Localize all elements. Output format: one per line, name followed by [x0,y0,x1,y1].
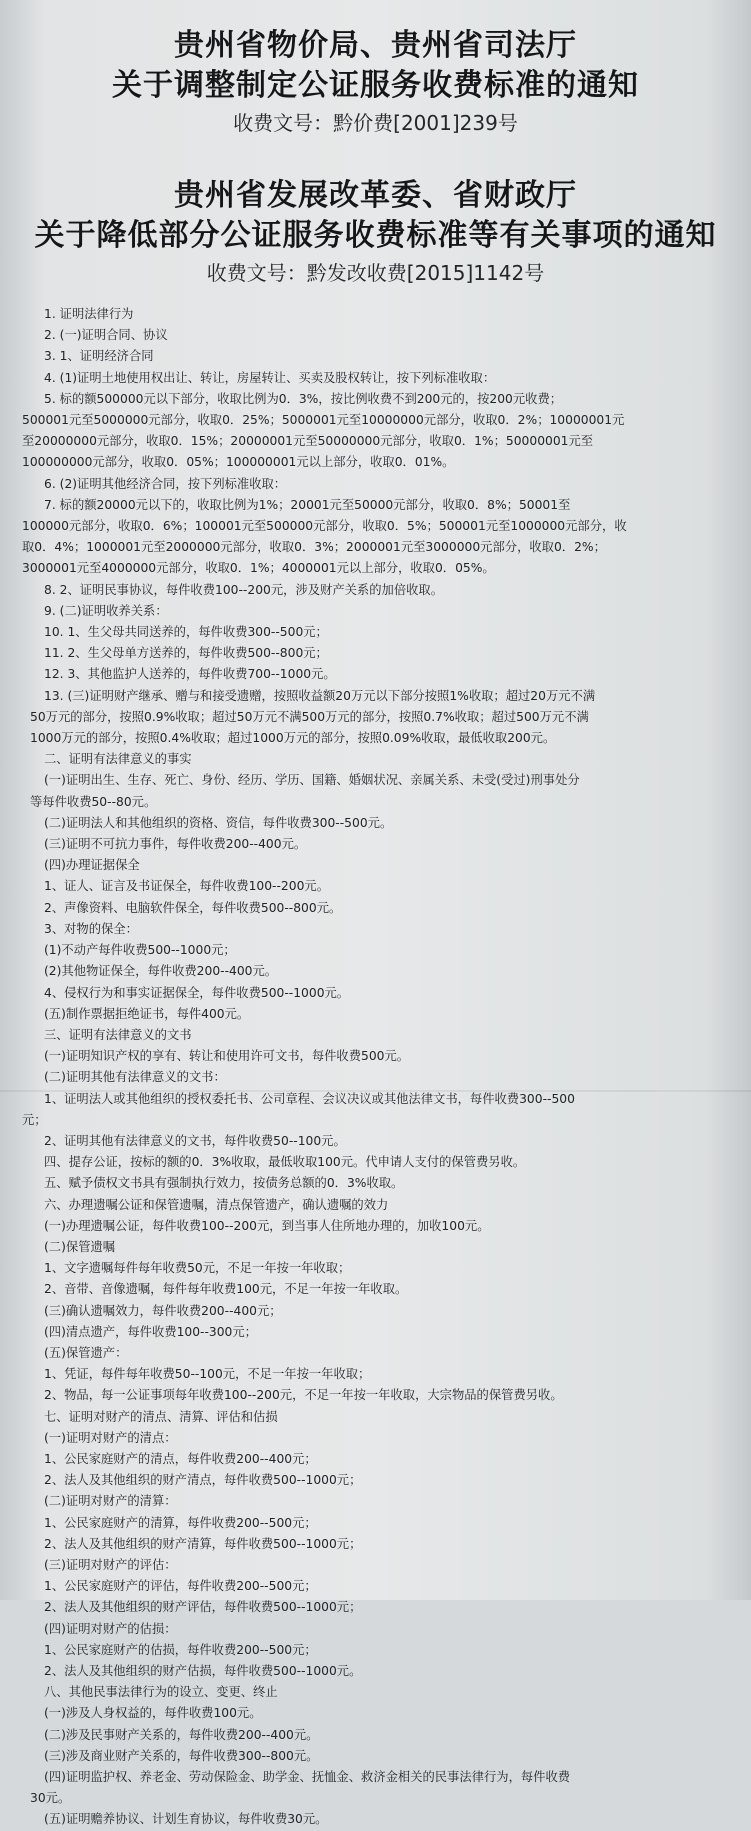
fee-schedule-line: 4. (1)证明土地使用权出让、转让，房屋转让、买卖及股权转让，按下列标准收取： [44,370,496,385]
fee-schedule-line: (一)涉及人身权益的，每件收费100元。 [44,1706,262,1721]
notice2-title-line2: 关于降低部分公证服务收费标准等有关事项的通知 [34,218,717,253]
fee-schedule-line: 2、法人及其他组织的财产评估，每件收费500--1000元； [44,1600,362,1615]
fee-schedule-line: 1、公民家庭财产的清点，每件收费200--400元； [44,1451,317,1466]
fee-schedule-line: 1、公民家庭财产的清算，每件收费200--500元； [44,1515,317,1530]
fee-schedule-line: 500001元至5000000元部分，收取0．25%；5000001元至10000000元部分，收取0．2%；10000001元 [22,413,625,428]
fee-schedule-line: 8. 2、证明民事协议，每件收费100--200元，涉及财产关系的加倍收取。 [44,582,444,597]
fee-schedule-line: (2)其他物证保全，每件收费200--400元。 [44,964,278,979]
fee-schedule-line: (二)证明其他有法律意义的文书： [44,1070,226,1085]
fee-schedule-line: 1、文字遗嘱每件每年收费50元，不足一年按一年收取； [44,1261,351,1276]
fee-schedule-line: 7. 标的额20000元以下的，收取比例为1%；20001元至50000元部分，收取0．8%；50001至 [44,497,571,512]
fee-schedule-line: 50万元的部分，按照0.9%收取；超过50万元不满500万元的部分，按照0.7%收取；超过500万元不满 [30,709,589,724]
fee-schedule-line: 6. (2)证明其他经济合同，按下列标准收取： [44,476,287,491]
fee-schedule-line: (五)制作票据拒绝证书，每件400元。 [44,1006,250,1021]
document-header [0,0,751,288]
fee-schedule-line: 至20000000元部分，收取0．15%；20000001元至50000000元部分，收取0．1%；50000001元至 [22,434,594,449]
fee-schedule-line: 100000000元部分，收取0．05%；100000001元以上部分，收取0．01%。 [22,455,455,470]
fee-schedule-line: 1、凭证，每件每年收费50--100元，不足一年按一年收取； [44,1367,371,1382]
fee-schedule-line: (三)确认遗嘱效力，每件收费200--400元； [44,1303,282,1318]
fee-schedule-line: 2、音带、音像遗嘱，每件每年收费100元，不足一年按一年收取。 [44,1282,408,1297]
fee-schedule-line: (一)证明知识产权的享有、转让和使用许可文书，每件收费500元。 [44,1049,410,1064]
fee-schedule-line: 10. 1、生父母共同送养的，每件收费300--500元； [44,625,328,640]
fee-schedule-line: 1、证明法人或其他组织的授权委托书、公司章程、会议决议或其他法律文书，每件收费300--500 [44,1091,575,1106]
fee-schedule-line: 二、证明有法律意义的事实 [44,752,192,767]
fee-schedule-line: 七、证明对财产的清点、清算、评估和估损 [44,1409,278,1424]
fee-schedule-line: (二)证明对财产的清算： [44,1494,177,1509]
fee-schedule-line: 六、办理遗嘱公证和保管遗嘱，清点保管遗产，确认遗嘱的效力 [44,1197,389,1212]
fee-schedule-line: 2. (一)证明合同、协议 [44,328,168,343]
fee-schedule-line: 100000元部分，收取0．6%；100001元至500000元部分，收取0．5%；500001元至1000000元部分，收 [22,519,627,534]
fee-schedule-line: 八、其他民事法律行为的设立、变更、终止 [44,1685,278,1700]
fee-schedule-line: (四)证明监护权、养老金、劳动保险金、助学金、抚恤金、救济金相关的民事法律行为，每件收费 [44,1770,571,1785]
fee-schedule-line: 2、法人及其他组织的财产清算，每件收费500--1000元； [44,1536,362,1551]
fee-schedule-line: 四、提存公证，按标的额的0．3%收取，最低收取100元。代申请人支付的保管费另收。 [44,1155,526,1170]
fee-schedule-line: 11. 2、生父母单方送养的，每件收费500--800元； [44,646,328,661]
fee-schedule-line: (二)保管遗嘱 [44,1239,116,1254]
fee-schedule-line: 三、证明有法律意义的文书 [44,1027,192,1042]
fee-schedule-line: 3000001元至4000000元部分，收取0．1%；4000001元以上部分，收取0．05%。 [22,561,495,576]
notice2-heading [0,176,751,288]
fee-schedule-body [22,304,734,1831]
fee-schedule-line: (二)证明法人和其他组织的资格、资信，每件收费300--500元。 [44,815,393,830]
fee-schedule-line: (四)证明对财产的估损： [44,1621,177,1636]
fee-schedule-line: 3、对物的保全： [44,921,138,936]
fee-schedule-line: 五、赋予债权文书具有强制执行效力，按债务总额的0．3%收取。 [44,1176,404,1191]
fee-schedule-line: 2、声像资料、电脑软件保全，每件收费500--800元。 [44,900,342,915]
fee-schedule-line: 取0．4%；1000001元至2000000元部分，收取0．3%；2000001元至3000000元部分，收取0．2%； [22,540,606,555]
fee-schedule-line: 元； [22,1112,47,1127]
fee-schedule-line: 2、证明其他有法律意义的文书，每件收费50--100元。 [44,1133,346,1148]
fee-schedule-line: (五)证明赡养协议、计划生育协议，每件收费30元。 [44,1812,328,1827]
fee-schedule-line: 1、证人、证言及书证保全，每件收费100--200元。 [44,879,329,894]
fee-schedule-line: 1000万元的部分，按照0.4%收取；超过1000万元的部分，按照0.09%收取，最低收取200元。 [30,731,556,746]
fee-schedule-line: 2、法人及其他组织的财产清点，每件收费500--1000元； [44,1473,362,1488]
notice2-title-line1: 贵州省发展改革委、省财政厅 [174,178,577,213]
fee-schedule-line: 5. 标的额500000元以下部分，收取比例为0．3%，按比例收费不到200元的，按200元收费； [44,391,563,406]
fee-schedule-line: (二)涉及民事财产关系的，每件收费200--400元。 [44,1727,319,1742]
fee-schedule-line: (三)证明对财产的评估： [44,1557,177,1572]
fee-schedule-line: 1. 证明法律行为 [44,307,134,321]
fee-schedule-line: 13. (三)证明财产继承、赠与和接受遗赠，按照收益额20万元以下部分按照1%收取；超过20万元不满 [44,688,596,703]
fee-schedule-line: (四)清点遗产，每件收费100--300元； [44,1324,257,1339]
fee-schedule-line: (五)保管遗产： [44,1345,128,1360]
fee-schedule-line: (四)办理证据保全 [44,858,140,873]
fee-schedule-line: 30元。 [30,1791,71,1806]
fee-schedule-line: (1)不动产每件收费500--1000元； [44,943,236,958]
fee-schedule-line: 2、法人及其他组织的财产估损，每件收费500--1000元。 [44,1664,362,1678]
fee-schedule-line: (三)证明不可抗力事件，每件收费200--400元。 [44,837,307,852]
notice1-title-line1: 贵州省物价局、贵州省司法厅 [174,28,577,63]
fee-schedule-line: 9. (二)证明收养关系： [44,603,168,618]
notice2-doc-number: 收费文号：黔发改收费[2015]1142号 [206,261,545,285]
fee-schedule-line: 4、侵权行为和事实证据保全，每件收费500--1000元。 [44,985,350,1000]
fee-schedule-line: 等每件收费50--80元。 [30,794,157,809]
fee-schedule-line: 3. 1、证明经济合同 [44,349,154,364]
fee-schedule-line: 1、公民家庭财产的估损，每件收费200--500元； [44,1642,317,1657]
notice1-title-line2: 关于调整制定公证服务收费标准的通知 [112,68,639,103]
fee-schedule-line: (一)证明对财产的清点： [44,1430,177,1445]
fee-schedule-line: (三)涉及商业财产关系的，每件收费300--800元。 [44,1748,319,1763]
fee-schedule-line: 2、物品，每一公证事项每年收费100--200元，不足一年按一年收取，大宗物品的保管费另收。 [44,1388,563,1403]
fee-schedule-line: (一)证明出生、生存、死亡、身份、经历、学历、国籍、婚姻状况、亲属关系、未受(受过)刑事处分 [44,773,580,788]
notice1-doc-number: 收费文号：黔价费[2001]239号 [233,111,518,135]
fee-schedule-line: 1、公民家庭财产的评估，每件收费200--500元； [44,1579,317,1594]
fee-schedule-line: 12. 3、其他监护人送养的，每件收费700--1000元。 [44,667,336,682]
fee-schedule-line: (一)办理遗嘱公证，每件收费100--200元，到当事人住所地办理的，加收100元。 [44,1218,490,1233]
